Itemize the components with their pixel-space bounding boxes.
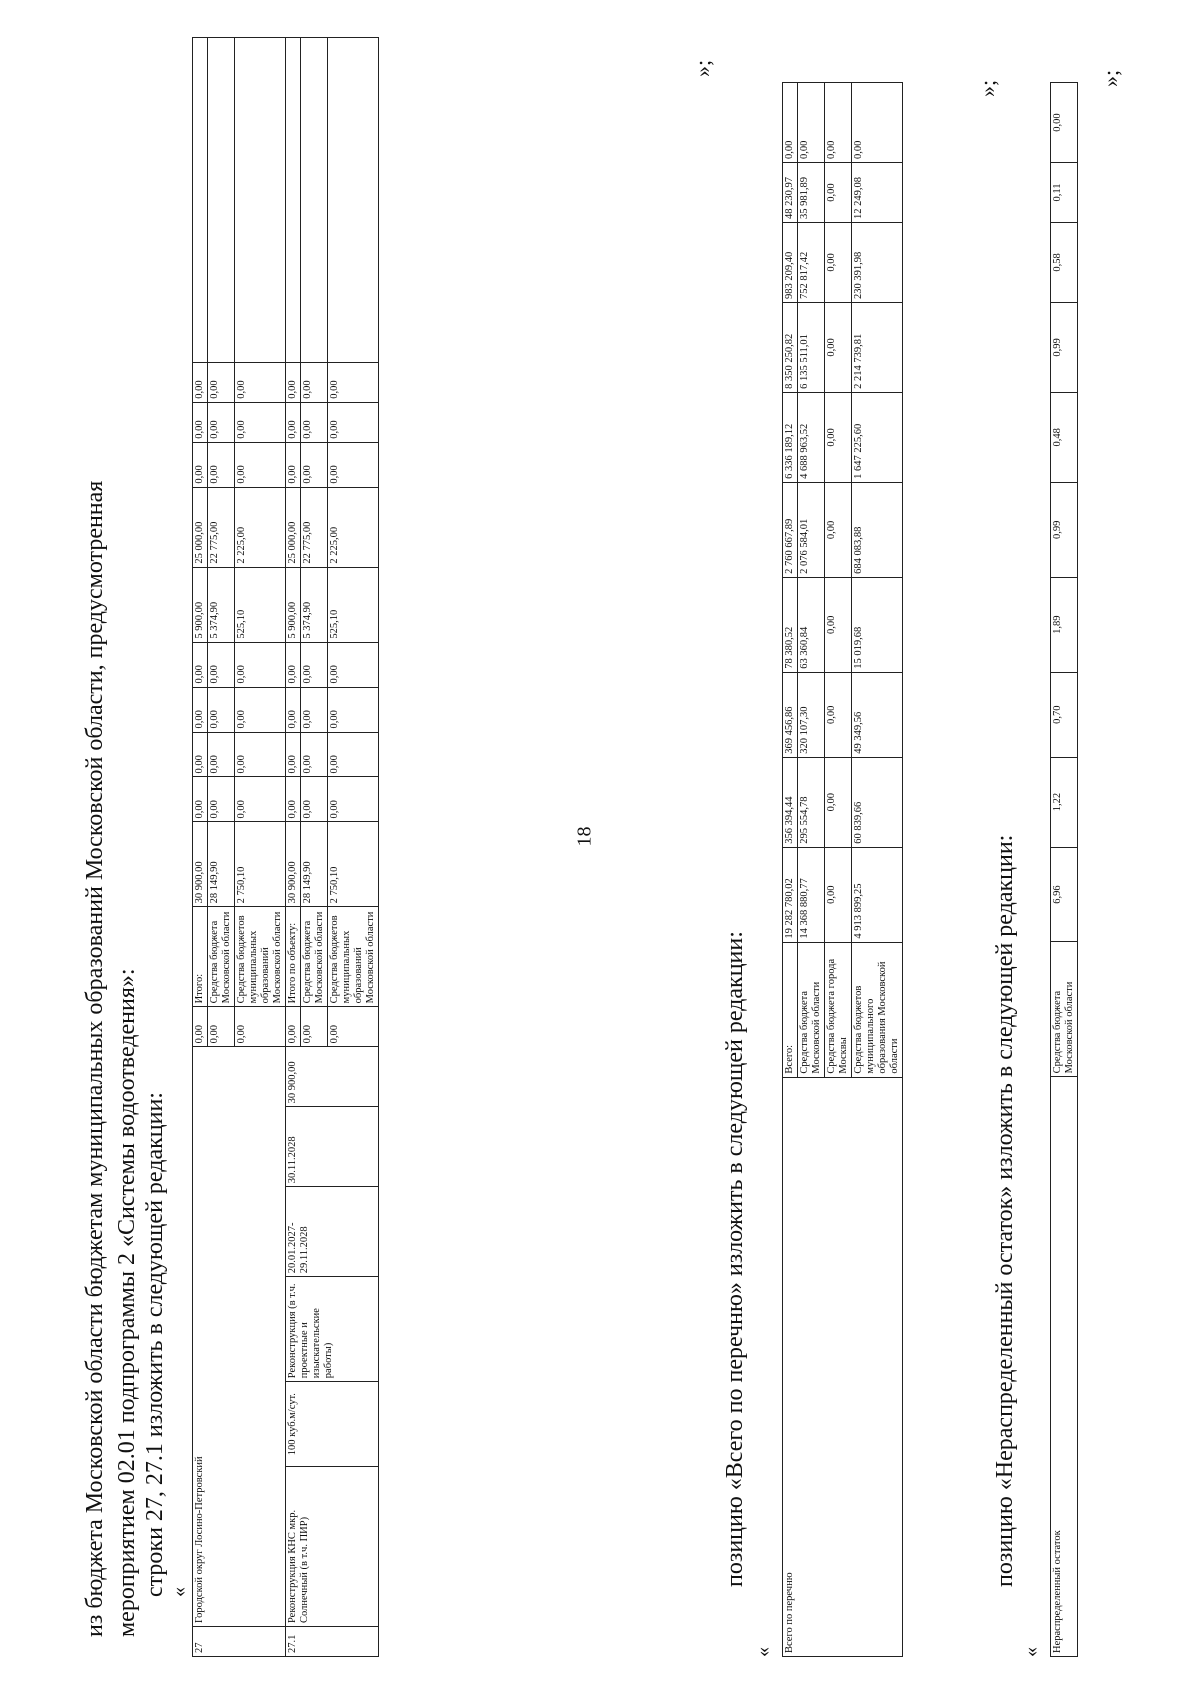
cell: 4 913 899,25 bbox=[852, 847, 903, 942]
cell: 0,00 bbox=[286, 777, 301, 822]
cell-empty bbox=[208, 38, 235, 363]
cell-empty bbox=[193, 38, 208, 363]
cell: 0,00 bbox=[208, 687, 235, 732]
cell: 752 817,42 bbox=[798, 222, 825, 302]
cell: 525,10 bbox=[328, 567, 379, 642]
cell: 2 750,10 bbox=[235, 822, 286, 907]
cell: 0,58 bbox=[1051, 222, 1078, 302]
cell: 2 225,00 bbox=[235, 487, 286, 567]
cell: 0,00 bbox=[208, 402, 235, 442]
cell: 0,00 bbox=[798, 83, 825, 163]
cell: 983 209,40 bbox=[783, 222, 798, 302]
cell: 25 000,00 bbox=[193, 487, 208, 567]
cell-label: Средства бюджета Московской области bbox=[798, 942, 825, 1077]
cell: 8 350 250,82 bbox=[783, 302, 798, 392]
cell: 0,00 bbox=[235, 402, 286, 442]
cell: 0,00 bbox=[235, 1007, 286, 1047]
cell: 6 135 511,01 bbox=[798, 302, 825, 392]
cell: 2 750,10 bbox=[328, 822, 379, 907]
cell: 22 775,00 bbox=[208, 487, 235, 567]
cell-label: Средства бюджета Московской области bbox=[301, 907, 328, 1007]
cell: 1 647 225,60 bbox=[852, 392, 903, 482]
table-row bbox=[1051, 83, 1078, 1657]
cell: 0,00 bbox=[235, 362, 286, 402]
cell: 0,00 bbox=[825, 392, 852, 482]
cell-label: Средства бюджета города Москвы bbox=[825, 942, 852, 1077]
row-number: 27 bbox=[193, 1627, 286, 1657]
cell: 0,00 bbox=[825, 757, 852, 847]
cell: 0,11 bbox=[1051, 163, 1078, 223]
cell-empty bbox=[235, 38, 286, 363]
cell: 0,00 bbox=[208, 732, 235, 777]
cell: 0,00 bbox=[193, 777, 208, 822]
cell: 356 394,44 bbox=[783, 757, 798, 847]
cell: 0,99 bbox=[1051, 302, 1078, 392]
table-row bbox=[193, 38, 208, 1657]
cell-label: Средства бюджетов муниципальных образований Московской области bbox=[328, 907, 379, 1007]
close-quote-1: »; bbox=[690, 59, 715, 77]
cell: 5 374,90 bbox=[301, 567, 328, 642]
cell: 320 107,30 bbox=[798, 672, 825, 757]
cell: 19 282 780,02 bbox=[783, 847, 798, 942]
cell: 0,00 bbox=[193, 1007, 208, 1047]
cell: 49 349,56 bbox=[852, 672, 903, 757]
cell: 2 225,00 bbox=[328, 487, 379, 567]
cell: 14 368 880,77 bbox=[798, 847, 825, 942]
cell: 0,70 bbox=[1051, 672, 1078, 757]
table-row bbox=[783, 83, 798, 1657]
cell: 0,00 bbox=[825, 577, 852, 672]
cell: 0,00 bbox=[286, 732, 301, 777]
cell: 6 336 189,12 bbox=[783, 392, 798, 482]
row-name: Городской округ Лосино-Петровский bbox=[193, 1047, 286, 1627]
cell: 0,00 bbox=[852, 83, 903, 163]
cell: 2 214 739,81 bbox=[852, 302, 903, 392]
cell: 1,22 bbox=[1051, 757, 1078, 847]
cell: 6,96 bbox=[1051, 847, 1078, 942]
cell: 0,00 bbox=[286, 362, 301, 402]
cell-label: Средства бюджета Московской области bbox=[208, 907, 235, 1007]
end-date: 30.11.2028 bbox=[286, 1107, 379, 1187]
cell-label: Всего: bbox=[783, 942, 798, 1077]
cell: 0,00 bbox=[301, 402, 328, 442]
cell-label: Средства бюджетов муниципальных образований Московской области bbox=[235, 907, 286, 1007]
capacity: 100 куб.м/сут. bbox=[286, 1382, 379, 1467]
cell-empty bbox=[301, 38, 328, 363]
cell: 230 391,98 bbox=[852, 222, 903, 302]
cell: 5 900,00 bbox=[193, 567, 208, 642]
cell: 0,00 bbox=[783, 83, 798, 163]
cell: 0,00 bbox=[235, 442, 286, 487]
cell: 0,00 bbox=[301, 687, 328, 732]
cell-label: Средства бюджета Московской области bbox=[1051, 942, 1078, 1077]
cell: 0,00 bbox=[193, 402, 208, 442]
cell: 22 775,00 bbox=[301, 487, 328, 567]
cell: 0,00 bbox=[286, 442, 301, 487]
cost: 30 900,00 bbox=[286, 1047, 379, 1107]
cell: 295 554,78 bbox=[798, 757, 825, 847]
cell: 60 839,66 bbox=[852, 757, 903, 847]
cell: 0,00 bbox=[825, 222, 852, 302]
cell: 0,00 bbox=[328, 732, 379, 777]
cell: 0,00 bbox=[825, 482, 852, 577]
cell: 0,00 bbox=[301, 442, 328, 487]
cell: 0,00 bbox=[208, 642, 235, 687]
cell: 0,00 bbox=[193, 732, 208, 777]
cell: 0,00 bbox=[208, 777, 235, 822]
table-total bbox=[782, 82, 903, 1657]
cell: 0,00 bbox=[208, 1007, 235, 1047]
cell: 0,00 bbox=[286, 402, 301, 442]
cell: 0,00 bbox=[825, 847, 852, 942]
cell: 525,10 bbox=[235, 567, 286, 642]
cell: 0,00 bbox=[193, 642, 208, 687]
cell: 2 076 584,01 bbox=[798, 482, 825, 577]
cell: 15 019,68 bbox=[852, 577, 903, 672]
cell: 0,00 bbox=[301, 777, 328, 822]
cell: 369 456,86 bbox=[783, 672, 798, 757]
open-quote-2: « bbox=[752, 1647, 774, 1657]
object-name: Реконструкция КНС мкр. Солнечный (в т.ч. ПИР) bbox=[286, 1467, 379, 1627]
cell: 5 900,00 bbox=[286, 567, 301, 642]
cell: 0,00 bbox=[286, 1007, 301, 1047]
cell: 0,00 bbox=[328, 442, 379, 487]
table-row bbox=[286, 38, 301, 1657]
cell: 0,00 bbox=[328, 777, 379, 822]
cell: 28 149,90 bbox=[208, 822, 235, 907]
cell: 0,00 bbox=[328, 687, 379, 732]
cell: 684 083,88 bbox=[852, 482, 903, 577]
cell-empty bbox=[328, 38, 379, 363]
cell: 1,89 bbox=[1051, 577, 1078, 672]
cell: 0,00 bbox=[328, 642, 379, 687]
cell: 0,99 bbox=[1051, 482, 1078, 577]
cell-label: Средства бюджетов муниципального образования Московской области bbox=[852, 942, 903, 1077]
cell: 2 760 667,89 bbox=[783, 482, 798, 577]
open-quote-3: « bbox=[1020, 1647, 1042, 1657]
cell: 0,00 bbox=[193, 687, 208, 732]
cell-label: Итого по объекту: bbox=[286, 907, 301, 1007]
cell: 5 374,90 bbox=[208, 567, 235, 642]
cell: 0,00 bbox=[328, 362, 379, 402]
cell: 0,00 bbox=[328, 1007, 379, 1047]
cell: 30 900,00 bbox=[286, 822, 301, 907]
close-quote-2: »; bbox=[975, 79, 1000, 97]
work-type: Реконструкция (в т.ч. проектные и изыскательские работы) bbox=[286, 1277, 379, 1382]
cell: 0,00 bbox=[328, 402, 379, 442]
cell: 28 149,90 bbox=[301, 822, 328, 907]
cell: 0,48 bbox=[1051, 392, 1078, 482]
cell-empty bbox=[286, 38, 301, 363]
intro-line-3: строки 27, 27.1 изложить в следующей редакции: bbox=[142, 1092, 168, 1597]
cell: 0,00 bbox=[301, 362, 328, 402]
cell: 0,00 bbox=[193, 442, 208, 487]
cell: 12 249,08 bbox=[852, 163, 903, 223]
cell: 4 688 963,52 bbox=[798, 392, 825, 482]
intro-line-2: мероприятием 02.01 подпрограммы 2 «Системы водоотведения»: bbox=[114, 968, 140, 1637]
row-name: Нераспределенный остаток bbox=[1051, 1077, 1078, 1657]
cell: 0,00 bbox=[825, 672, 852, 757]
cell: 0,00 bbox=[301, 642, 328, 687]
intro-line-1: из бюджета Московской области бюджетам муниципальных образований Московской области, предусмотренная bbox=[82, 480, 108, 1637]
cell: 35 981,89 bbox=[798, 163, 825, 223]
cell: 0,00 bbox=[825, 83, 852, 163]
cell: 0,00 bbox=[193, 362, 208, 402]
cell: 0,00 bbox=[235, 732, 286, 777]
cell: 0,00 bbox=[825, 302, 852, 392]
table-unallocated bbox=[1050, 82, 1078, 1657]
open-quote-1: « bbox=[168, 1587, 190, 1597]
cell: 0,00 bbox=[208, 362, 235, 402]
row-name: Всего по перечню bbox=[783, 1077, 903, 1656]
cell: 0,00 bbox=[208, 442, 235, 487]
cell: 0,00 bbox=[235, 642, 286, 687]
table-rows-27 bbox=[192, 37, 379, 1657]
row-number: 27.1 bbox=[286, 1627, 379, 1657]
work-dates: 20.01.2027-29.11.2028 bbox=[286, 1187, 379, 1277]
cell: 48 230,97 bbox=[783, 163, 798, 223]
cell-label: Итого: bbox=[193, 907, 208, 1007]
cell: 0,00 bbox=[301, 732, 328, 777]
cell: 0,00 bbox=[286, 642, 301, 687]
cell: 63 360,84 bbox=[798, 577, 825, 672]
section-3-heading: позицию «Нераспределенный остаток» изложить в следующей редакции: bbox=[992, 834, 1018, 1587]
cell: 78 380,52 bbox=[783, 577, 798, 672]
close-quote-3: »; bbox=[1098, 69, 1123, 87]
section-2-heading: позицию «Всего по перечню» изложить в следующей редакции: bbox=[722, 931, 748, 1587]
cell: 0,00 bbox=[1051, 83, 1078, 163]
cell: 0,00 bbox=[235, 687, 286, 732]
cell: 25 000,00 bbox=[286, 487, 301, 567]
cell: 0,00 bbox=[301, 1007, 328, 1047]
cell: 0,00 bbox=[235, 777, 286, 822]
cell: 30 900,00 bbox=[193, 822, 208, 907]
cell: 0,00 bbox=[286, 687, 301, 732]
page-number: 18 bbox=[573, 826, 596, 847]
cell: 0,00 bbox=[825, 163, 852, 223]
